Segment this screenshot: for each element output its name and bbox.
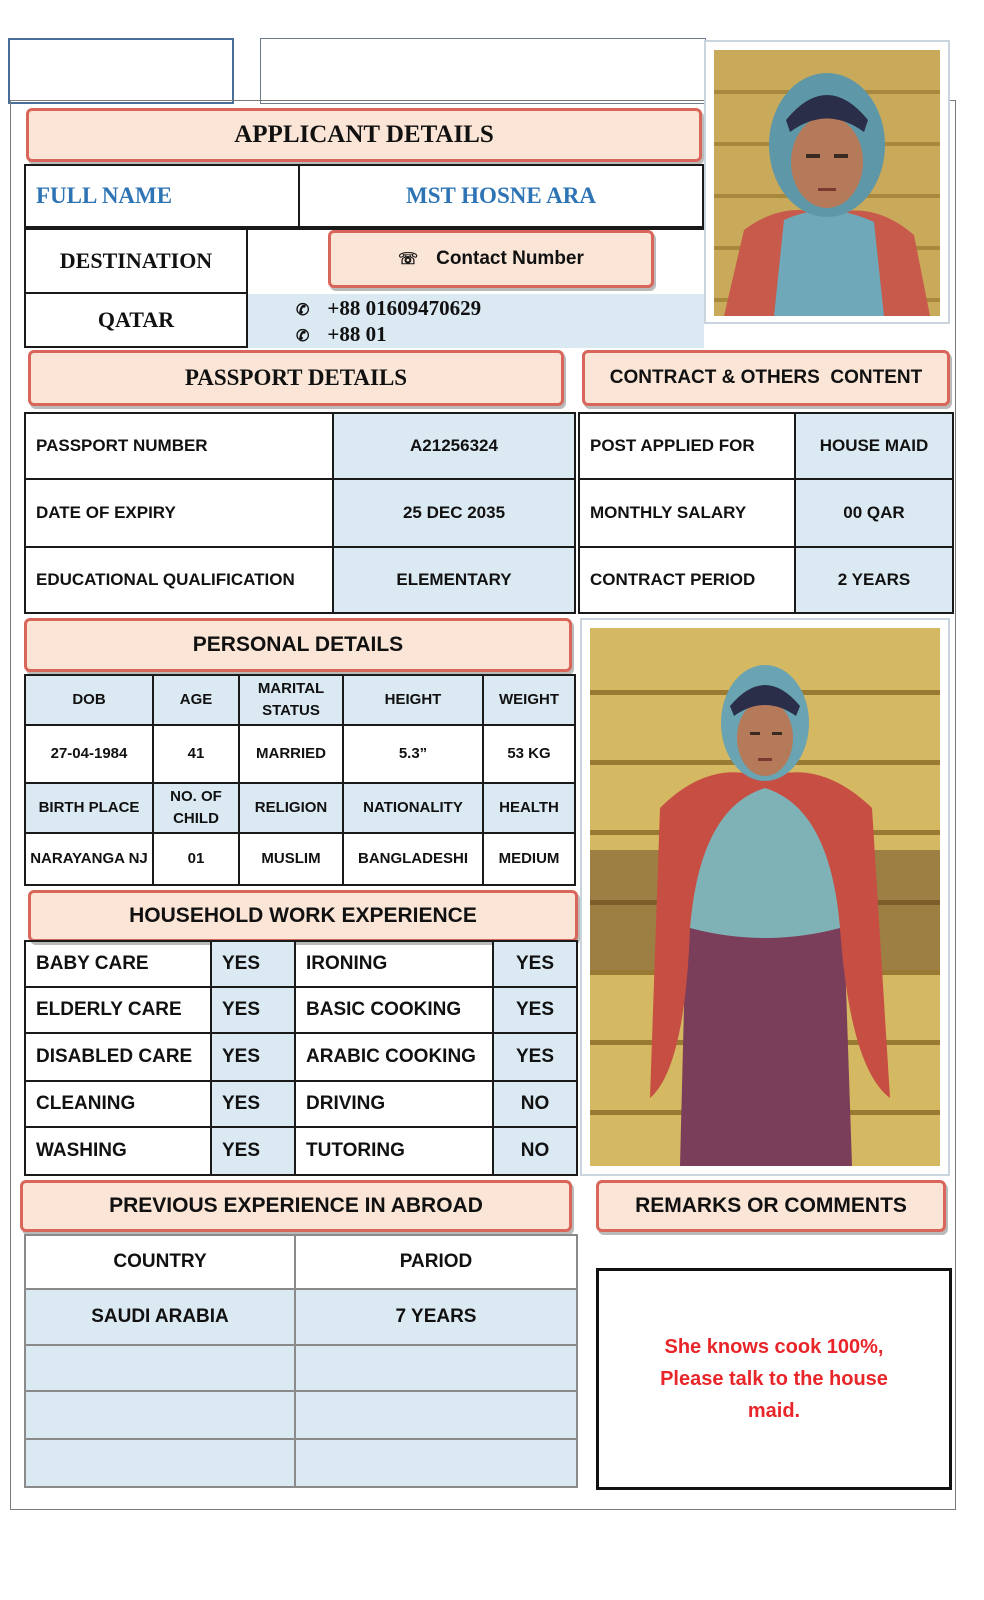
nationality-header-cell — [342, 782, 484, 834]
monthly-salary-value: 00 QAR — [843, 503, 905, 522]
empty-cell — [24, 1438, 296, 1488]
monthly-salary-label: MONTHLY SALARY — [590, 503, 747, 522]
marital-value: MARRIED — [256, 745, 326, 762]
passport-details-title: PASSPORT DETAILS — [184, 365, 408, 390]
passport-number-value-cell — [332, 412, 576, 480]
monthly-salary-label-cell — [578, 478, 796, 548]
skill-value-cell — [492, 986, 578, 1034]
height-value: 5.3” — [398, 745, 428, 762]
nationality-header: NATIONALITY — [363, 799, 463, 816]
contract-header — [582, 350, 950, 406]
value-arabic-cooking: YES — [515, 1046, 555, 1067]
date-of-expiry-value: 25 DEC 2035 — [402, 503, 506, 522]
age-value-cell — [152, 724, 240, 784]
contract-period-label: CONTRACT PERIOD — [590, 570, 756, 589]
dob-value: 27-04-1984 — [50, 745, 128, 762]
value-disabled-care: YES — [222, 1046, 261, 1067]
abroad-title: PREVIOUS EXPERIENCE IN ABROAD — [109, 1194, 483, 1217]
skill-baby-care: BABY CARE — [36, 953, 149, 974]
empty-cell — [24, 1390, 296, 1440]
skill-cell — [24, 940, 212, 988]
top-middle-box — [260, 38, 706, 104]
skill-value-cell — [492, 1080, 578, 1128]
education-value: ELEMENTARY — [396, 570, 512, 589]
phone-icon: ☏ — [398, 251, 419, 268]
country-header-cell — [24, 1234, 296, 1290]
period-header: PARIOD — [399, 1251, 473, 1272]
applicant-details-title: APPLICANT DETAILS — [234, 121, 494, 148]
birthplace-header-cell — [24, 782, 154, 834]
religion-value: MUSLIM — [261, 850, 321, 867]
period-value: 7 YEARS — [395, 1306, 477, 1327]
education-label: EDUCATIONAL QUALIFICATION — [36, 570, 295, 589]
skill-elderly-care: ELDERLY CARE — [36, 999, 182, 1020]
monthly-salary-value-cell — [794, 478, 954, 548]
weight-value-cell — [482, 724, 576, 784]
marital-header-cell — [238, 674, 344, 726]
phone-2-icon: ✆ — [296, 328, 310, 345]
skill-cell — [24, 1080, 212, 1128]
value-washing: YES — [222, 1140, 261, 1161]
period-header-cell — [294, 1234, 578, 1290]
religion-header: RELIGION — [254, 799, 328, 816]
date-of-expiry-value-cell — [332, 478, 576, 548]
remarks-text: She knows cook 100%, Please talk to the house maid. — [660, 1336, 888, 1422]
value-baby-care: YES — [222, 953, 261, 974]
skill-washing: WASHING — [36, 1140, 127, 1161]
value-cleaning: YES — [222, 1093, 261, 1114]
contract-period-value: 2 YEARS — [837, 570, 911, 589]
skill-cell — [294, 1080, 494, 1128]
country-value: SAUDI ARABIA — [91, 1306, 229, 1327]
destination-label-cell — [24, 228, 248, 294]
health-value-cell — [482, 832, 576, 886]
marital-header: MARITAL STATUS — [257, 680, 325, 719]
skill-value-cell — [210, 1126, 296, 1176]
birthplace-value: NARAYANGA NJ — [30, 850, 148, 867]
skill-cell — [24, 986, 212, 1034]
passport-number-label: PASSPORT NUMBER — [36, 436, 208, 455]
contract-period-label-cell — [578, 546, 796, 614]
phone-1: +88 01609470629 — [327, 296, 482, 320]
skill-disabled-care: DISABLED CARE — [36, 1046, 193, 1067]
marital-value-cell — [238, 724, 344, 784]
contract-title: CONTRACT & OTHERS CONTENT — [609, 367, 923, 388]
empty-cell — [294, 1438, 578, 1488]
household-title: HOUSEHOLD WORK EXPERIENCE — [129, 904, 477, 927]
applicant-headshot-photo — [704, 40, 950, 324]
weight-value: 53 KG — [507, 745, 551, 762]
children-value-cell — [152, 832, 240, 886]
empty-cell — [24, 1344, 296, 1392]
empty-cell — [294, 1390, 578, 1440]
phone-2: +88 01 — [327, 322, 387, 346]
religion-header-cell — [238, 782, 344, 834]
skill-basic-cooking: BASIC COOKING — [306, 999, 462, 1020]
skill-cell — [24, 1126, 212, 1176]
skill-cell — [294, 1032, 494, 1082]
height-value-cell — [342, 724, 484, 784]
country-value-cell — [24, 1288, 296, 1346]
skill-ironing: IRONING — [306, 953, 388, 974]
date-of-expiry-label: DATE OF EXPIRY — [36, 503, 176, 522]
skill-driving: DRIVING — [306, 1093, 386, 1114]
value-tutoring: NO — [520, 1140, 550, 1161]
passport-number-label-cell — [24, 412, 334, 480]
health-value: MEDIUM — [498, 850, 560, 867]
skill-value-cell — [210, 1032, 296, 1082]
age-header-cell — [152, 674, 240, 726]
applicant-details-header — [26, 108, 702, 162]
destination-value: QATAR — [97, 307, 175, 332]
education-value-cell — [332, 546, 576, 614]
nationality-value-cell — [342, 832, 484, 886]
skill-cell — [294, 1126, 494, 1176]
value-driving: NO — [520, 1093, 550, 1114]
skill-arabic-cooking: ARABIC COOKING — [306, 1046, 476, 1067]
remarks-header — [596, 1180, 946, 1232]
empty-cell — [294, 1344, 578, 1392]
full-name-label-cell — [24, 164, 300, 228]
skill-value-cell — [492, 1032, 578, 1082]
full-name-value-cell — [298, 164, 704, 228]
education-label-cell — [24, 546, 334, 614]
age-value: 41 — [187, 745, 205, 762]
full-name-value: MST HOSNE ARA — [405, 183, 596, 208]
weight-header-cell — [482, 674, 576, 726]
skill-value-cell — [210, 986, 296, 1034]
contract-period-value-cell — [794, 546, 954, 614]
personal-details-title: PERSONAL DETAILS — [192, 633, 404, 656]
post-applied-label: POST APPLIED FOR — [590, 436, 755, 455]
remarks-title: REMARKS OR COMMENTS — [635, 1194, 907, 1217]
period-value-cell — [294, 1288, 578, 1346]
destination-value-cell — [24, 292, 248, 348]
skill-tutoring: TUTORING — [306, 1140, 405, 1161]
dob-header: DOB — [72, 691, 106, 708]
phone-1-icon: ✆ — [296, 302, 310, 319]
weight-header: WEIGHT — [499, 691, 559, 708]
health-header: HEALTH — [499, 799, 559, 816]
nationality-value: BANGLADESHI — [357, 850, 468, 867]
destination-label: DESTINATION — [59, 248, 213, 273]
top-left-box — [8, 38, 234, 104]
skill-value-cell — [210, 1080, 296, 1128]
skill-value-cell — [210, 940, 296, 988]
abroad-header — [20, 1180, 572, 1232]
household-header — [28, 890, 578, 942]
contact-number-header — [328, 230, 654, 288]
children-header-cell — [152, 782, 240, 834]
post-applied-label-cell — [578, 412, 796, 480]
date-of-expiry-label-cell — [24, 478, 334, 548]
skill-value-cell — [492, 940, 578, 988]
post-applied-value: HOUSE MAID — [819, 436, 929, 455]
phone-row-1 — [296, 296, 481, 321]
birthplace-value-cell — [24, 832, 154, 886]
value-elderly-care: YES — [222, 999, 261, 1020]
dob-header-cell — [24, 674, 154, 726]
children-header: NO. OF CHILD — [170, 788, 222, 827]
remarks-box — [596, 1268, 952, 1490]
passport-details-header — [28, 350, 564, 406]
height-header: HEIGHT — [384, 691, 442, 708]
applicant-full-body-photo — [580, 618, 950, 1176]
skill-value-cell — [492, 1126, 578, 1176]
value-ironing: YES — [515, 953, 555, 974]
skill-cell — [294, 986, 494, 1034]
age-header: AGE — [179, 691, 213, 708]
children-value: 01 — [187, 850, 205, 867]
phone-row-2 — [296, 322, 387, 347]
health-header-cell — [482, 782, 576, 834]
height-header-cell — [342, 674, 484, 726]
dob-value-cell — [24, 724, 154, 784]
personal-details-header — [24, 618, 572, 672]
skill-cell — [24, 1032, 212, 1082]
passport-number-value: A21256324 — [410, 436, 498, 455]
full-name-label: FULL NAME — [36, 183, 173, 208]
post-applied-value-cell — [794, 412, 954, 480]
skill-cell — [294, 940, 494, 988]
birthplace-header: BIRTH PLACE — [38, 799, 140, 816]
religion-value-cell — [238, 832, 344, 886]
contact-number-label: Contact Number — [436, 248, 584, 269]
skill-cleaning: CLEANING — [36, 1093, 136, 1114]
value-basic-cooking: YES — [515, 999, 555, 1020]
phone-numbers-cell — [248, 294, 704, 348]
country-header: COUNTRY — [113, 1251, 207, 1272]
